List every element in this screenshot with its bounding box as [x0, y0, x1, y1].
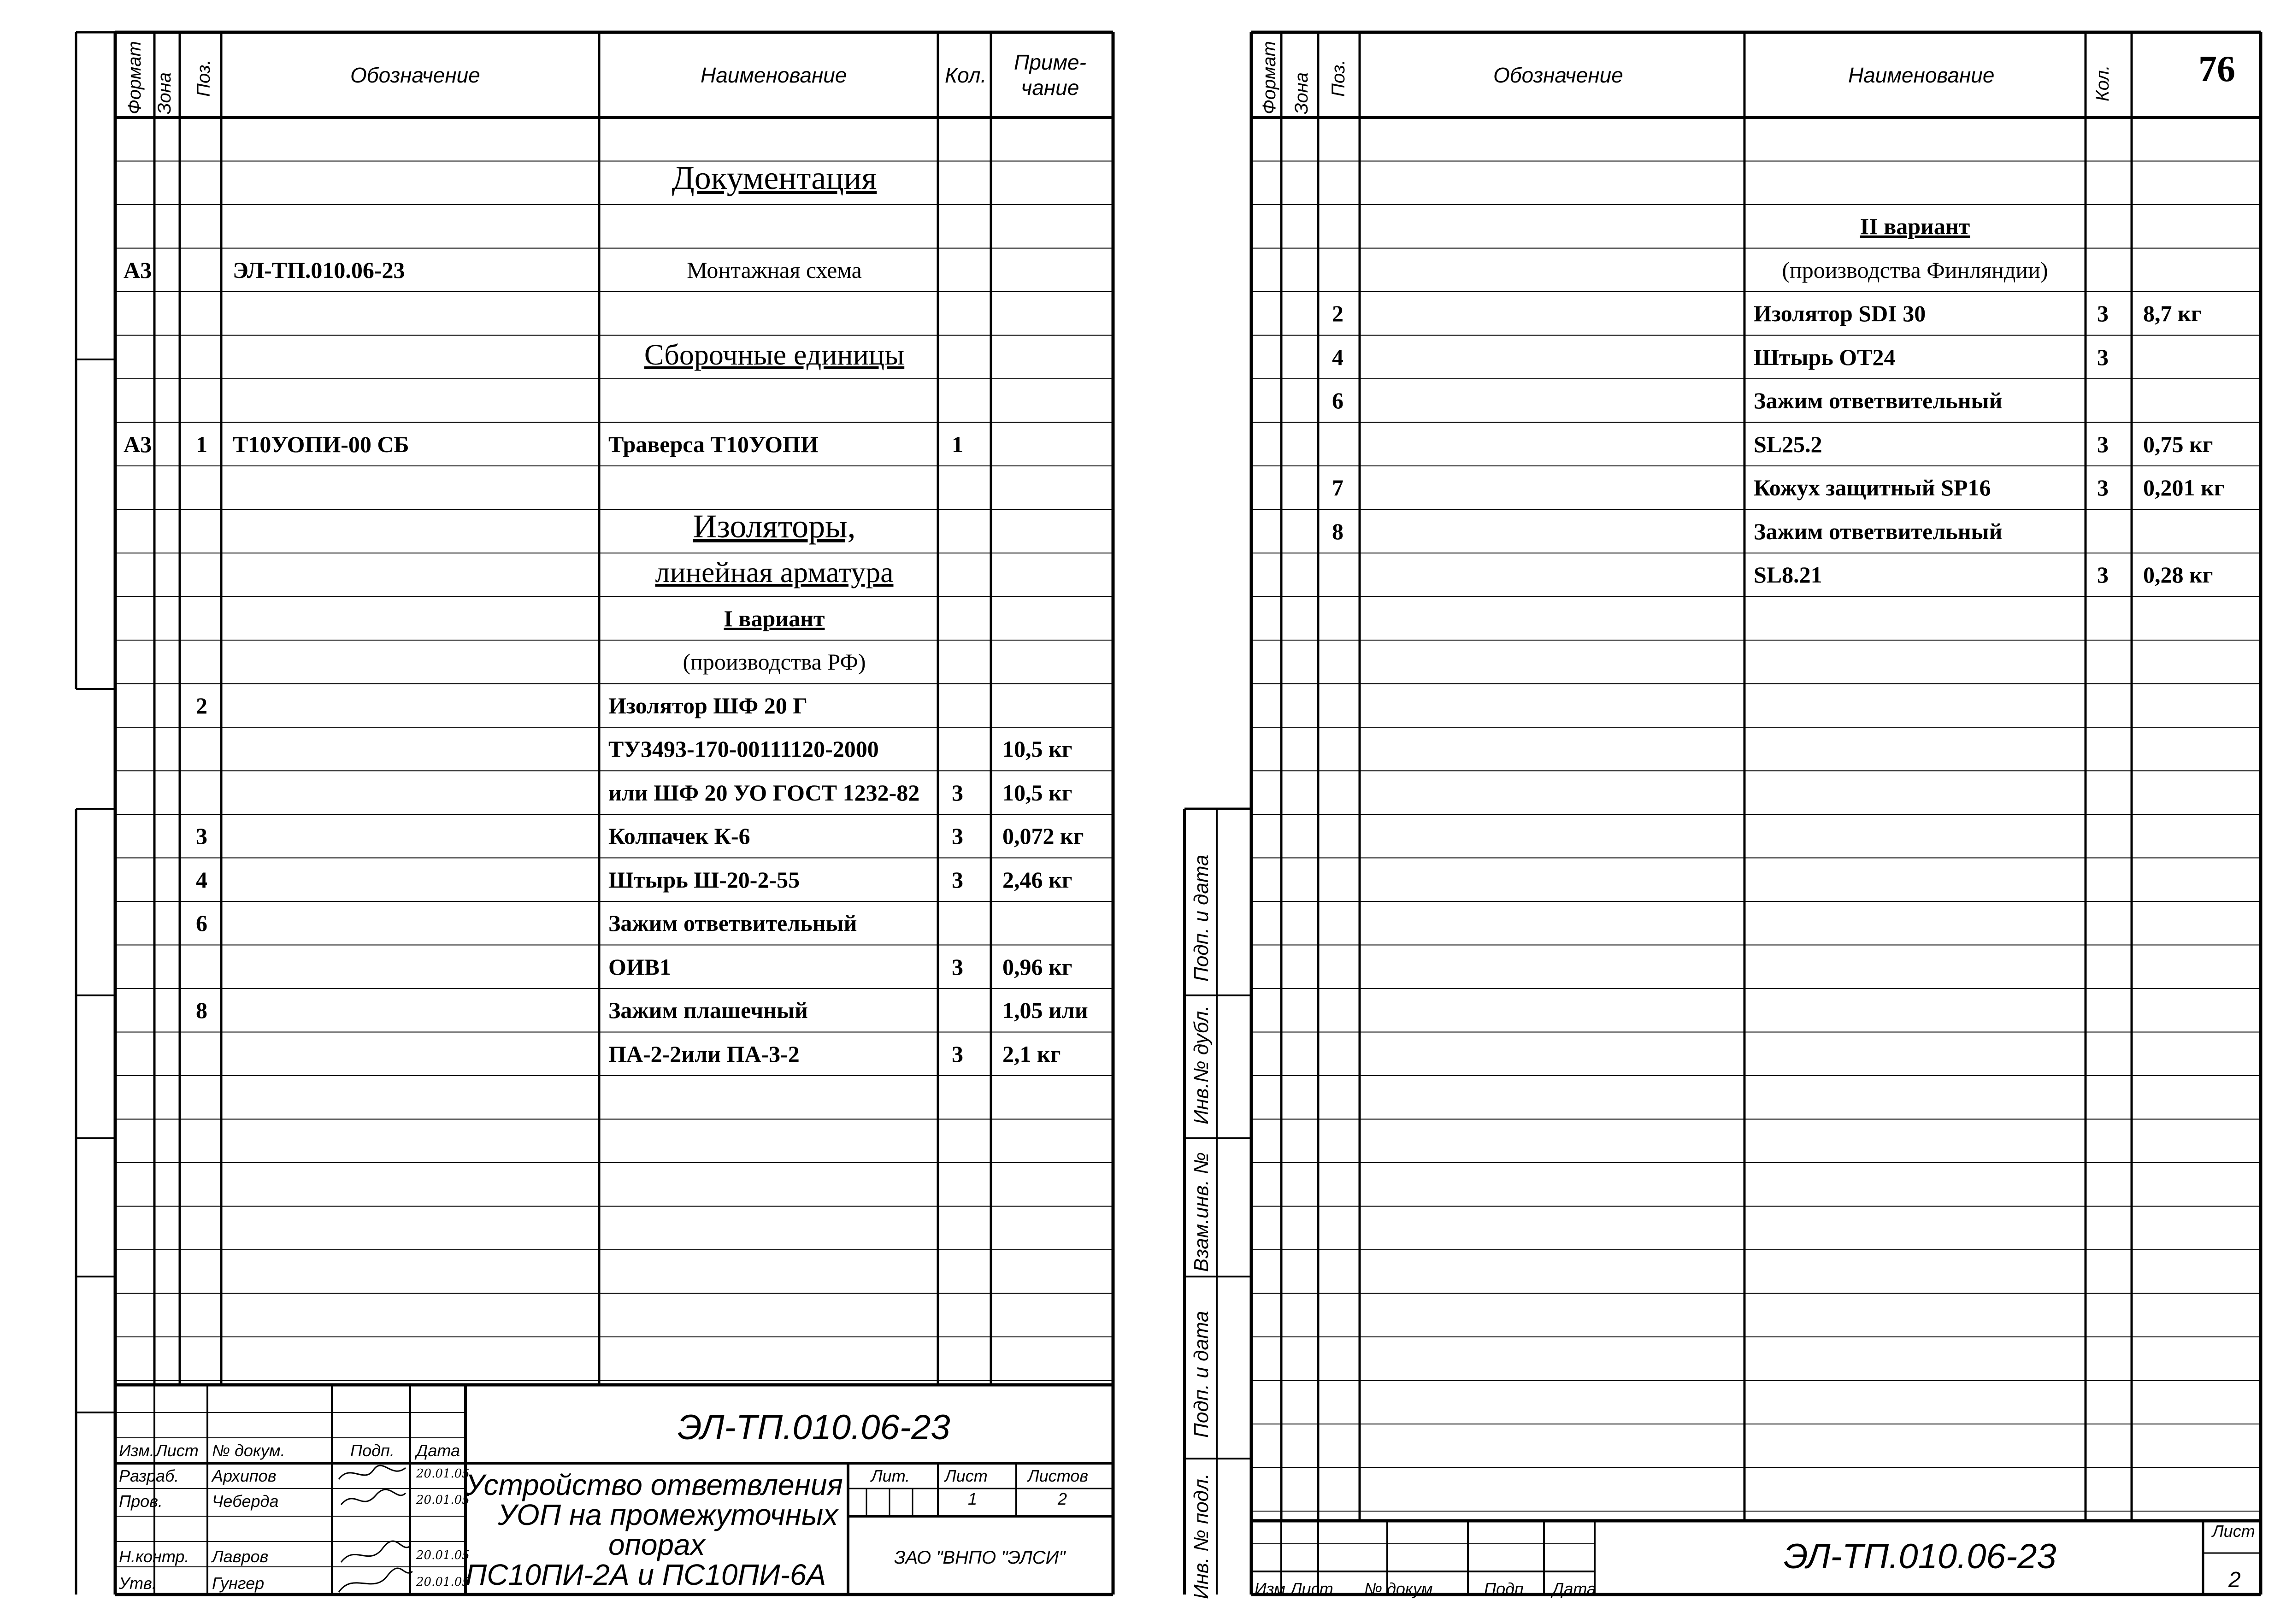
stamp-col-list: Лист — [1290, 1579, 1333, 1598]
side-label-dup-inv: Инв.№ дубл. — [1190, 1005, 1213, 1124]
row-qty: 3 — [952, 1041, 963, 1067]
row-name: Зажим плашечный — [608, 997, 808, 1023]
stamp-role: Пров. — [119, 1492, 163, 1511]
row-name: или ШФ 20 УО ГОСТ 1232-82 — [608, 779, 920, 806]
side-label-orig-inv: Инв. № подл. — [1190, 1473, 1213, 1599]
row-qty: 3 — [2097, 300, 2109, 326]
header-zone: Зона — [1291, 72, 1312, 114]
stamp-role: Утв. — [119, 1574, 157, 1593]
row-name: Монтажная схема — [687, 257, 862, 283]
stamp-title-line: ПС10ПИ-2А и ПС10ПИ-6А — [465, 1558, 826, 1591]
row-qty: 3 — [952, 866, 963, 893]
row-pos: 6 — [196, 910, 207, 936]
side-label-sign-date-2: Подп. и дата — [1190, 1311, 1213, 1438]
header-name: Наименование — [1848, 63, 1995, 87]
row-name: (производства РФ) — [683, 649, 866, 675]
row-name: Зажим ответвительный — [608, 910, 857, 936]
stamp-date: 20.01.05 — [416, 1575, 470, 1589]
row-qty: 3 — [2097, 475, 2109, 500]
stamp-title-line: опорах — [608, 1528, 705, 1561]
row-pos: 6 — [1332, 388, 1343, 413]
row-name: (производства Финляндии) — [1782, 257, 2048, 283]
stamp-doc-code: ЭЛ-ТП.010.06-23 — [1784, 1537, 2056, 1576]
header-qty: Кол. — [2092, 65, 2113, 101]
stamp-col-izm: Изм. — [1255, 1579, 1290, 1598]
row-name: Штырь Ш-20-2-55 — [608, 866, 800, 893]
stamp-person: Архипов — [212, 1466, 277, 1485]
row-note: 8,7 кг — [2143, 300, 2202, 326]
stamp-col-izm: Изм. — [119, 1441, 154, 1460]
row-note: 0,201 кг — [2143, 475, 2225, 500]
specification-sheet-1 — [0, 0, 1138, 1624]
row-note: 2,46 кг — [1002, 866, 1072, 893]
stamp-doc-code: ЭЛ-ТП.010.06-23 — [678, 1408, 950, 1447]
header-designation: Обозначение — [350, 63, 480, 87]
row-note: 0,75 кг — [2143, 431, 2213, 457]
stamp-sheet-value: 2 — [2228, 1568, 2241, 1592]
row-name: Зажим ответвительный — [1754, 388, 2003, 413]
header-format: Формат — [124, 41, 145, 114]
row-name: ОИВ1 — [608, 953, 672, 980]
row-name: ПА-2-2или ПА-3-2 — [608, 1041, 800, 1067]
stamp-title-line: УОП на промежуточных — [498, 1498, 838, 1531]
row-name: Кожух защитный SP16 — [1754, 475, 1991, 500]
page-number: 76 — [2198, 49, 2235, 89]
header-pos: Поз. — [194, 59, 214, 97]
row-pos: 8 — [1332, 518, 1343, 544]
row-name: линейная арматура — [655, 556, 894, 588]
stamp-sheet-label: Лист — [945, 1466, 988, 1485]
row-qty: 3 — [2097, 562, 2109, 588]
row-note: 10,5 кг — [1002, 736, 1072, 762]
stamp-col-doc: № докум. — [212, 1441, 285, 1460]
row-name: Штырь ОТ24 — [1754, 344, 1896, 370]
row-note: 1,05 или — [1002, 997, 1088, 1023]
row-format: А3 — [124, 431, 152, 457]
stamp-col-sign: Подп. — [350, 1441, 395, 1460]
row-note: 10,5 кг — [1002, 779, 1072, 806]
row-name: SL8.21 — [1754, 562, 1822, 588]
row-format: А3 — [124, 257, 152, 283]
row-qty: 3 — [2097, 431, 2109, 457]
stamp-sheets-value: 2 — [1058, 1489, 1067, 1508]
row-name: II вариант — [1860, 213, 1970, 239]
row-pos: 7 — [1332, 475, 1343, 500]
stamp-person: Гунгер — [212, 1574, 265, 1593]
header-format: Формат — [1259, 41, 1279, 114]
stamp-date: 20.01.05 — [416, 1548, 470, 1562]
sheet-1-grid — [0, 0, 1138, 1624]
signature-scribbles — [336, 1461, 415, 1599]
side-label-repl-inv: Взам.инв. № — [1190, 1152, 1213, 1272]
row-name: Изолятор SDI 30 — [1754, 300, 1926, 326]
row-pos: 8 — [196, 997, 207, 1023]
stamp-col-list: Лист — [156, 1441, 199, 1460]
row-name: Сборочные единицы — [644, 338, 905, 371]
row-name: ТУ3493-170-00111120-2000 — [608, 736, 879, 762]
row-pos: 4 — [1332, 344, 1343, 370]
row-qty: 3 — [952, 779, 963, 806]
stamp-col-date: Дата — [416, 1441, 460, 1460]
row-note: 0,072 кг — [1002, 823, 1084, 849]
row-note: 0,96 кг — [1002, 953, 1072, 980]
row-qty: 3 — [2097, 344, 2109, 370]
row-name: Колпачек К-6 — [608, 823, 750, 849]
row-name: SL25.2 — [1754, 431, 1822, 457]
row-designation: Т10УОПИ-00 СБ — [233, 431, 409, 457]
row-pos: 1 — [196, 431, 207, 457]
row-qty: 3 — [952, 823, 963, 849]
specification-sheet-2 — [1171, 0, 2292, 1624]
stamp-date: 20.01.05 — [416, 1493, 470, 1507]
stamp-person: Лавров — [212, 1547, 269, 1566]
row-designation: ЭЛ-ТП.010.06-23 — [233, 257, 405, 283]
stamp-role: Разраб. — [119, 1466, 179, 1485]
row-pos: 2 — [196, 692, 207, 718]
row-name: Изоляторы, — [693, 507, 856, 545]
stamp-lit-label: Лит. — [871, 1466, 910, 1485]
stamp-date: 20.01.05 — [416, 1467, 470, 1481]
row-name: Траверса Т10УОПИ — [608, 431, 819, 457]
row-pos: 4 — [196, 866, 207, 893]
stamp-sheet-label: Лист — [2212, 1522, 2255, 1541]
row-name: Документация — [672, 159, 877, 196]
row-qty: 3 — [952, 953, 963, 980]
row-qty: 1 — [952, 431, 963, 457]
stamp-col-date: Дата — [1552, 1579, 1596, 1598]
stamp-organization: ЗАО "ВНПО "ЭЛСИ" — [894, 1548, 1066, 1568]
header-designation: Обозначение — [1493, 63, 1623, 87]
stamp-title-line: Устройство ответвления — [465, 1468, 843, 1501]
header-pos: Поз. — [1328, 59, 1349, 97]
row-pos: 2 — [1332, 300, 1343, 326]
sheet-2-grid — [1171, 0, 2292, 1624]
stamp-sheets-label: Листов — [1028, 1466, 1089, 1485]
stamp-col-sign: Подп. — [1484, 1579, 1528, 1598]
row-note: 0,28 кг — [2143, 562, 2213, 588]
row-name: Зажим ответвительный — [1754, 518, 2003, 544]
stamp-sheet-value: 1 — [968, 1489, 978, 1508]
row-note: 2,1 кг — [1002, 1041, 1061, 1067]
stamp-col-doc: № докум. — [1364, 1579, 1438, 1598]
row-name: Изолятор ШФ 20 Г — [608, 692, 808, 718]
header-zone: Зона — [154, 72, 175, 114]
stamp-person: Чеберда — [212, 1492, 279, 1511]
row-name: I вариант — [724, 605, 825, 631]
stamp-role: Н.контр. — [119, 1547, 189, 1566]
header-qty: Кол. — [945, 63, 987, 87]
side-label-sign-date: Подп. и дата — [1190, 854, 1213, 982]
header-note: Приме- чание — [1014, 50, 1086, 100]
header-name: Наименование — [701, 63, 847, 87]
row-pos: 3 — [196, 823, 207, 849]
